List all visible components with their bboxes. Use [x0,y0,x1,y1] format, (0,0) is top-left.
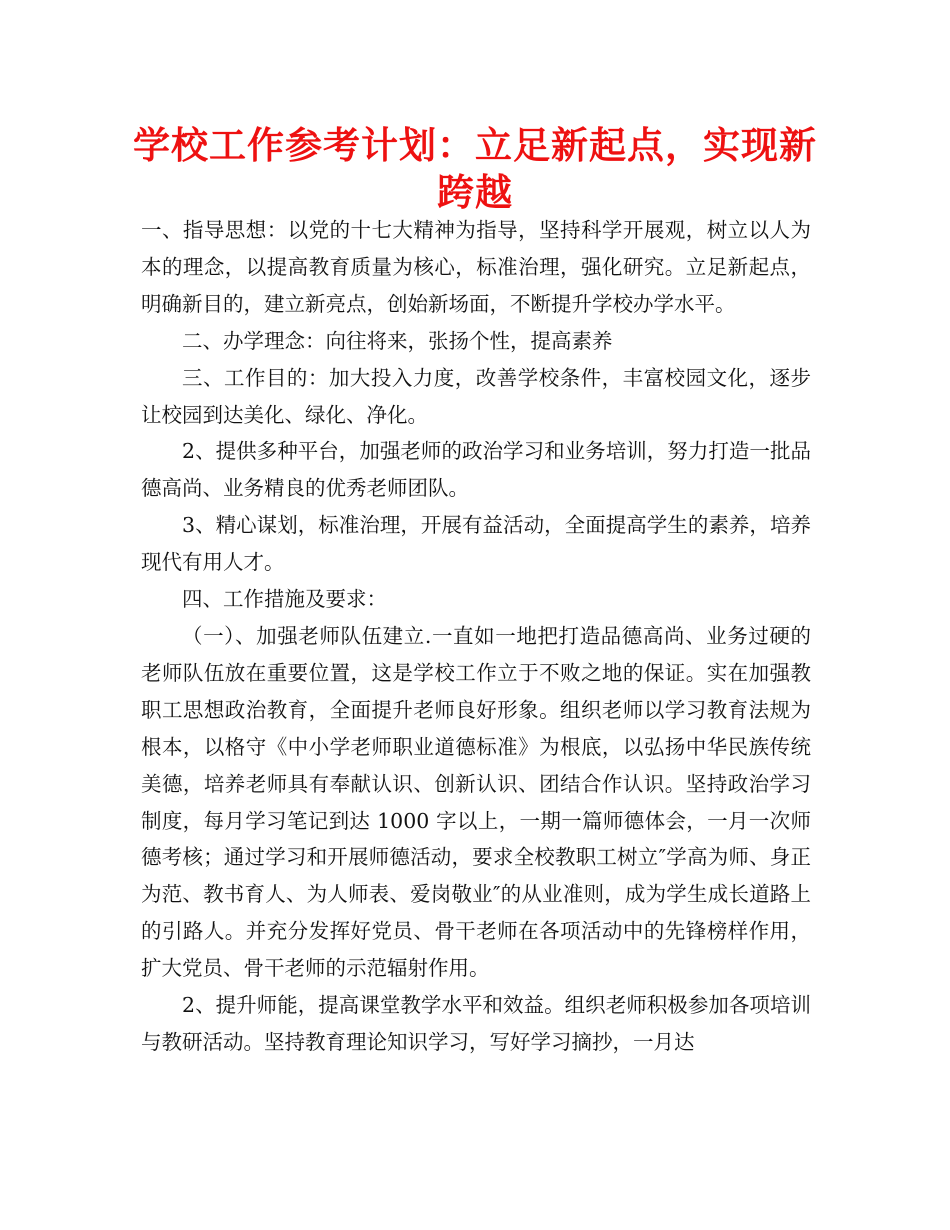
paragraph-measures-heading: 四、工作措施及要求： [182,587,387,612]
paragraph-teacher-training: 2、提供多种平台，加强老师的政治学习和业务培训，努力打造一批品德高尚、业务精良的优秀老师团队。 [141,439,811,501]
paragraph-teacher-team-building: （一）、加强老师队伍建立.一直如一地把打造品德高尚、业务过硬的老师队伍放在重要位置，这是学校工作立于不败之地的保证。实在加强教职工思想政治教育，全面提升老师良好形象。组织老师以学习教育法规为根本，以格守《中小学老师职业道德标准》为根底，以弘扬中华民族传统美德，培养老师具有奉献认识、创新认识、团结合作认识。坚持政治学习制度，每月学习笔记到达 1000 字以上，一期一篇师德体会，一月一次师德考核；通过学习和开展师德活动，要求全校教职工树立″学高为师、身正为范、教书育人、为人师表、爱岗敬业″的从业准则，成为学生成长道路上的引路人。并充分发挥好党员、骨干老师在各项活动中的先锋榜样作用，扩大党员、骨干老师的示范辐射作用。 [141,623,811,981]
paragraph-work-objectives: 三、工作目的：加大投入力度，改善学校条件，丰富校园文化，逐步让校园到达美化、绿化、净化。 [141,365,811,427]
paragraph-guiding-thought: 一、指导思想：以党的十七大精神为指导，坚持科学开展观，树立以人为本的理念，以提高教育质量为核心，标准治理，强化研究。立足新起点，明确新目的，建立新亮点，创始新场面，不断提升学校办学水平。 [141,218,811,316]
paragraph-student-quality: 3、精心谋划，标准治理，开展有益活动，全面提高学生的素养，培养现代有用人才。 [141,513,811,575]
document-title: 学校工作参考计划：立足新起点，实现新跨越 [133,123,817,214]
paragraph-school-philosophy: 二、办学理念：向往将来，张扬个性，提高素养 [182,328,613,353]
paragraph-teaching-ability: 2、提升师能，提高课堂教学水平和效益。组织老师积极参加各项培训与教研活动。坚持教育理论知识学习，写好学习摘抄，一月达 [141,993,811,1054]
document-body [141,212,811,1061]
